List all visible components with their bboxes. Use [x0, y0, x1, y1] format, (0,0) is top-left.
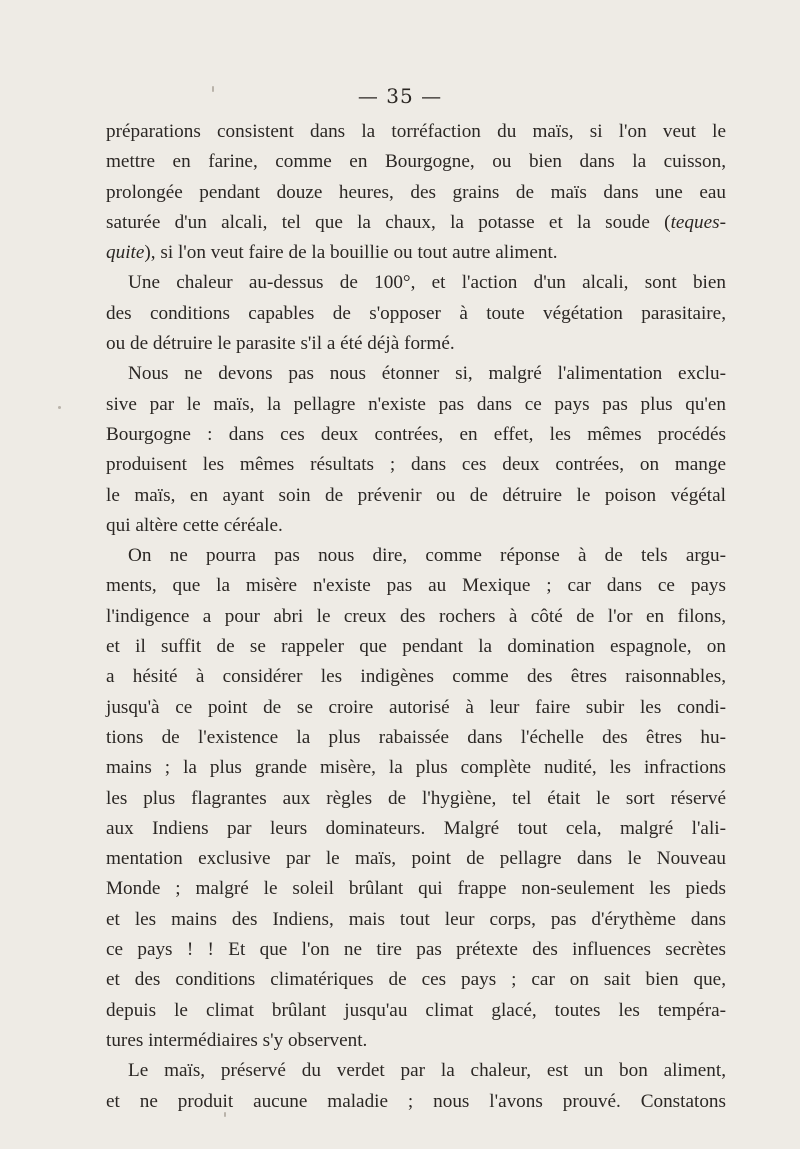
text-line: sive par le maïs, la pellagre n'existe pas dans ce pays pas plus qu'en	[106, 393, 726, 415]
text-line: et ne produit aucune maladie ; nous l'avons prouvé. Constatons	[106, 1090, 726, 1112]
text-line: l'indigence a pour abri le creux des rochers à côté de l'or en filons,	[106, 605, 726, 627]
text-line: et les mains des Indiens, mais tout leur corps, pas d'érythème dans	[106, 908, 726, 930]
text-line: tions de l'existence la plus rabaissée dans l'échelle des êtres hu-	[106, 726, 726, 748]
paper-speck	[58, 406, 61, 409]
text-line: produisent les mêmes résultats ; dans ces deux contrées, on mange	[106, 454, 726, 476]
text-line: et des conditions climatériques de ces pays ; car on sait bien que,	[106, 969, 726, 991]
text-line: ce pays ! ! Et que l'on ne tire pas prétexte des influences secrètes	[106, 939, 726, 961]
text-line: mettre en farine, comme en Bourgogne, ou bien dans la cuisson,	[106, 151, 726, 173]
paper-speck	[212, 86, 214, 92]
italic-term: quite	[106, 242, 145, 264]
body-text	[106, 117, 726, 1117]
text-line: quite), si l'on veut faire de la bouillie ou tout autre aliment.	[106, 242, 558, 264]
paper-speck	[224, 1112, 226, 1117]
page-number: — 35 —	[357, 84, 443, 108]
text-line: préparations consistent dans la torréfaction du maïs, si l'on veut le	[106, 121, 726, 142]
text-line: a hésité à considérer les indigènes comme des êtres raisonnables,	[106, 666, 726, 688]
text-line: saturée d'un alcali, tel que la chaux, la potasse et la soude (teques-	[106, 211, 726, 233]
text-line: et il suffit de se rappeler que pendant la domination espagnole, on	[106, 636, 726, 658]
text-line: Bourgogne : dans ces deux contrées, en effet, les mêmes procédés	[106, 423, 726, 445]
text-line: Monde ; malgré le soleil brûlant qui frappe non-seulement les pieds	[106, 878, 726, 900]
text-line: qui altère cette céréale.	[106, 514, 283, 536]
text-line: ou de détruire le parasite s'il a été déjà formé.	[106, 333, 455, 355]
text-line: tures intermédiaires s'y observent.	[106, 1029, 368, 1051]
text-line: mains ; la plus grande misère, la plus complète nudité, les infractions	[106, 757, 726, 779]
text-line: On ne pourra pas nous dire, comme réponse à de tels argu-	[128, 545, 726, 567]
text-line: Le maïs, préservé du verdet par la chaleur, est un bon aliment,	[128, 1060, 726, 1082]
text-line: ments, que la misère n'existe pas au Mexique ; car dans ce pays	[106, 575, 726, 597]
text-line: mentation exclusive par le maïs, point de pellagre dans le Nouveau	[106, 848, 726, 870]
text-line: prolongée pendant douze heures, des grains de maïs dans une eau	[106, 181, 726, 203]
text-line: Une chaleur au-dessus de 100°, et l'action d'un alcali, sont bien	[128, 272, 726, 294]
text-line: le maïs, en ayant soin de prévenir ou de détruire le poison végétal	[106, 484, 726, 506]
text-line: depuis le climat brûlant jusqu'au climat glacé, toutes les tempéra-	[106, 999, 726, 1021]
text-line: jusqu'à ce point de se croire autorisé à leur faire subir les condi-	[106, 696, 726, 718]
text-line: les plus flagrantes aux règles de l'hygiène, tel était le sort réservé	[106, 787, 726, 809]
text-line: Nous ne devons pas nous étonner si, malgré l'alimentation exclu-	[128, 363, 726, 385]
text-line: des conditions capables de s'opposer à toute végétation parasitaire,	[106, 302, 726, 324]
italic-term: teques-	[670, 211, 726, 233]
text-line: aux Indiens par leurs dominateurs. Malgré tout cela, malgré l'ali-	[106, 817, 726, 839]
